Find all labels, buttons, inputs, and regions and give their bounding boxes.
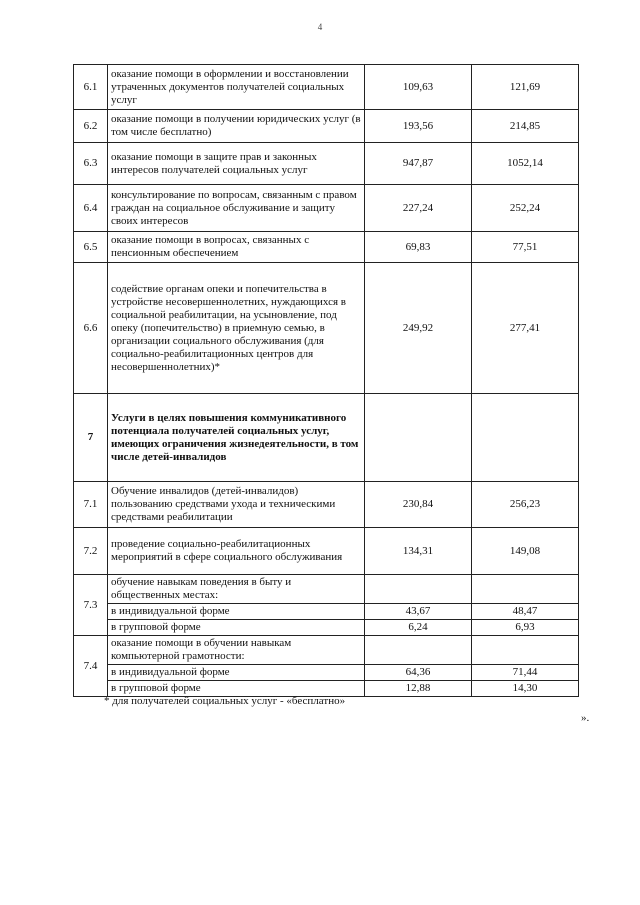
price-2	[472, 394, 579, 482]
service-description: содействие органам опеки и попечительства в устройстве несовершеннолетних, нуждающихся в социальной реабилитации, на усыновление, под опеку (попечительство) в приемную семью, в организации социального обслуживания (для социально-реабилитационных центров для несовершеннолетних)*	[108, 263, 365, 394]
price-2: 277,41	[472, 263, 579, 394]
service-description: оказание помощи в вопросах, связанных с пенсионным обеспечением	[108, 232, 365, 263]
table-row	[74, 528, 579, 575]
table-row	[74, 185, 579, 232]
section-title: Услуги в целях повышения коммуникативного потенциала получателей социальных услуг, имеющих ограничения жизнедеятельности, в том числе детей-инвалидов	[108, 394, 365, 482]
price-1: 6,24	[365, 620, 472, 636]
table-row	[74, 636, 579, 665]
table-row	[74, 232, 579, 263]
row-number: 6.1	[74, 65, 108, 110]
table-subrow	[74, 665, 579, 681]
table-subrow	[74, 620, 579, 636]
row-number: 6.4	[74, 185, 108, 232]
table-row	[74, 263, 579, 394]
page-number: 4	[317, 22, 323, 32]
row-number: 6.3	[74, 143, 108, 185]
row-number: 6.2	[74, 110, 108, 143]
table-subrow	[74, 604, 579, 620]
row-number: 7.3	[74, 575, 108, 636]
table-row	[74, 482, 579, 528]
table-row	[74, 143, 579, 185]
price-1	[365, 636, 472, 665]
price-1: 230,84	[365, 482, 472, 528]
service-description: консультирование по вопросам, связанным с правом граждан на социальное обслуживание и защиту своих интересов	[108, 185, 365, 232]
service-description: оказание помощи в получении юридических услуг (в том числе бесплатно)	[108, 110, 365, 143]
price-1: 109,63	[365, 65, 472, 110]
service-description: оказание помощи в оформлении и восстановлении утраченных документов получателей социальных услуг	[108, 65, 365, 110]
service-description: оказание помощи в защите прав и законных интересов получателей социальных услуг	[108, 143, 365, 185]
row-number: 7.2	[74, 528, 108, 575]
table-row-section-header	[74, 394, 579, 482]
price-1: 227,24	[365, 185, 472, 232]
table-row	[74, 65, 579, 110]
price-1: 64,36	[365, 665, 472, 681]
price-2: 14,30	[472, 681, 579, 697]
section-number: 7	[74, 394, 108, 482]
price-1: 69,83	[365, 232, 472, 263]
price-2: 48,47	[472, 604, 579, 620]
price-1: 249,92	[365, 263, 472, 394]
service-form-individual: в индивидуальной форме	[108, 604, 365, 620]
row-number: 6.5	[74, 232, 108, 263]
price-2: 77,51	[472, 232, 579, 263]
service-description: обучение навыкам поведения в быту и общественных местах:	[108, 575, 365, 604]
price-1: 193,56	[365, 110, 472, 143]
price-2: 6,93	[472, 620, 579, 636]
row-number: 7.4	[74, 636, 108, 697]
service-form-group: в групповой форме	[108, 681, 365, 697]
table-row	[74, 110, 579, 143]
service-form-group: в групповой форме	[108, 620, 365, 636]
price-1: 947,87	[365, 143, 472, 185]
price-1: 12,88	[365, 681, 472, 697]
service-description: Обучение инвалидов (детей-инвалидов) пользованию средствами ухода и техническими средствами реабилитации	[108, 482, 365, 528]
price-2: 214,85	[472, 110, 579, 143]
service-description: оказание помощи в обучении навыкам компьютерной грамотности:	[108, 636, 365, 665]
price-1: 43,67	[365, 604, 472, 620]
price-1: 134,31	[365, 528, 472, 575]
price-2: 121,69	[472, 65, 579, 110]
price-2: 252,24	[472, 185, 579, 232]
price-2	[472, 575, 579, 604]
footnote: * для получателей социальных услуг - «бесплатно»	[104, 695, 346, 707]
price-2: 149,08	[472, 528, 579, 575]
price-2: 1052,14	[472, 143, 579, 185]
price-2	[472, 636, 579, 665]
services-price-table	[73, 64, 579, 697]
row-number: 7.1	[74, 482, 108, 528]
price-2: 71,44	[472, 665, 579, 681]
row-number: 6.6	[74, 263, 108, 394]
service-form-individual: в индивидуальной форме	[108, 665, 365, 681]
service-description: проведение социально-реабилитационных мероприятий в сфере социального обслуживания	[108, 528, 365, 575]
price-1	[365, 575, 472, 604]
price-2: 256,23	[472, 482, 579, 528]
table-row	[74, 575, 579, 604]
price-1	[365, 394, 472, 482]
closing-quote-mark: ».	[581, 712, 590, 724]
